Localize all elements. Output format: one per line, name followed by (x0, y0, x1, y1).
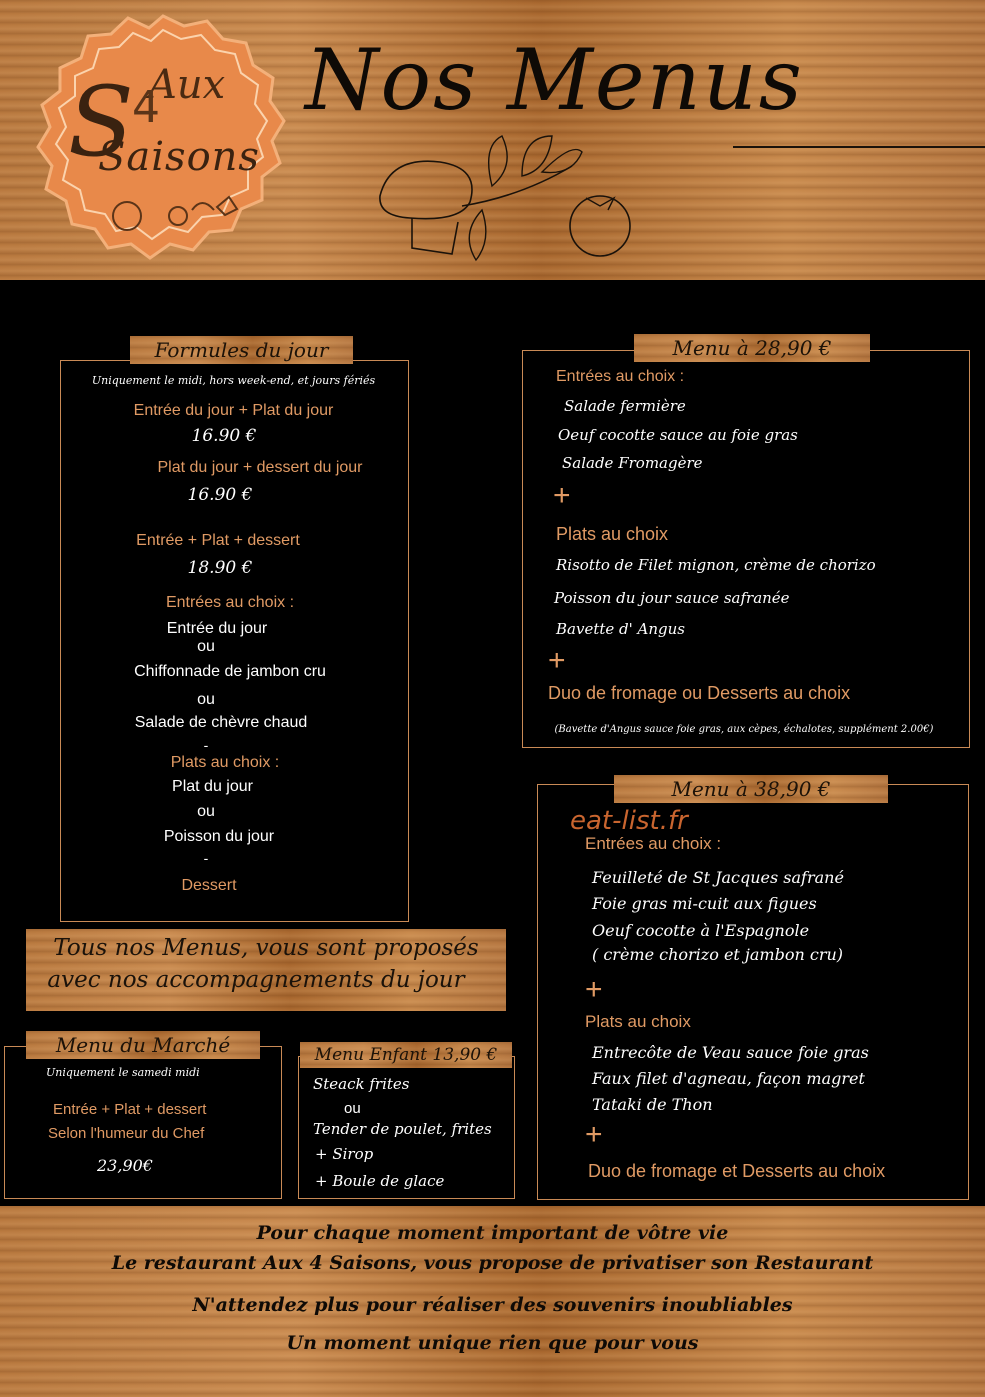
footer-wood-banner (0, 1206, 985, 1397)
offer-2-name: Plat du jour + dessert du jour (157, 459, 363, 476)
plus-icon: + (585, 1118, 603, 1151)
offer-2-price: 16.90 € (187, 485, 253, 505)
page-title: Nos Menus (305, 31, 804, 129)
logo-number: 4 (132, 82, 160, 133)
menu-3890-plat-1: Entrecôte de Veau sauce foie gras (592, 1043, 869, 1062)
menu-2890-plat-1: Risotto de Filet mignon, crème de chorizo (556, 556, 876, 574)
menu-2890-plats-title: Plats au choix (556, 524, 669, 544)
menu-3890-label: Menu à 38,90 € (614, 775, 888, 803)
enfant-item-4: + Boule de glace (315, 1172, 445, 1190)
logo-saisons-text: Saisons (98, 134, 260, 180)
enfant-item-or: ou (344, 1100, 361, 1117)
menu-3890-entree-1: Feuilleté de St Jacques safrané (592, 868, 844, 887)
logo-initial-s: S (68, 66, 134, 178)
formules-plat-1: Plat du jour (172, 778, 253, 795)
formules-plat-dash: - (203, 850, 209, 866)
accompagnements-banner (26, 929, 506, 1011)
offer-3-name: Entrée + Plat + dessert (136, 532, 300, 549)
footer-line-2: Le restaurant Aux 4 Saisons, vous propose de privatiser son Restaurant (111, 1252, 874, 1274)
marche-price: 23,90€ (97, 1156, 153, 1175)
enfant-item-2: Tender de poulet, frites (313, 1120, 492, 1138)
menu-3890-plat-2: Faux filet d'agneau, façon magret (592, 1069, 865, 1088)
logo-aux-text: Aux (148, 62, 226, 108)
title-underline (733, 146, 985, 148)
formules-plat-or: ou (197, 803, 215, 820)
menu-2890-plat-3: Bavette d' Angus (556, 620, 685, 638)
menu-2890-entree-3: Salade Fromagère (562, 454, 703, 472)
menu-2890-entree-1: Salade fermière (564, 397, 686, 415)
menu-2890-note: (Bavette d'Angus sauce foie gras, aux cèpes, échalotes, supplément 2.00€) (554, 724, 934, 735)
marche-note: Uniquement le samedi midi (46, 1066, 200, 1079)
menu-3890-plat-3: Tataki de Thon (592, 1095, 713, 1114)
formules-entree-or-2: ou (197, 691, 215, 708)
formules-label: Formules du jour (130, 336, 353, 364)
footer-line-1: Pour chaque moment important de vôtre vie (256, 1222, 729, 1244)
formules-dessert: Dessert (181, 877, 237, 894)
marche-label: Menu du Marché (26, 1031, 260, 1059)
offer-1-name: Entrée du jour + Plat du jour (133, 402, 334, 419)
accompagnements-line-2: avec nos accompagnements du jour (47, 967, 465, 993)
menu-3890-entree-2: Foie gras mi-cuit aux figues (592, 894, 817, 913)
header-wood-banner (0, 0, 985, 280)
menu-2890-label: Menu à 28,90 € (634, 334, 870, 362)
menu-3890-plats-title: Plats au choix (585, 1012, 691, 1031)
plus-icon: + (553, 479, 571, 512)
enfant-label: Menu Enfant 13,90 € (300, 1042, 512, 1068)
menu-3890-entree-3-detail: ( crème chorizo et jambon cru) (592, 945, 844, 964)
menu-2890-entrees-title: Entrées au choix : (556, 368, 685, 385)
vegetables-illustration-icon (372, 126, 652, 266)
watermark: eat-list.fr (570, 806, 688, 836)
accompagnements-line-1: Tous nos Menus, vous sont proposés (53, 935, 479, 961)
enfant-item-3: + Sirop (315, 1145, 374, 1163)
offer-1-price: 16.90 € (191, 426, 257, 446)
plus-icon: + (548, 644, 566, 677)
footer-line-3: N'attendez plus pour réaliser des souvenirs inoubliables (192, 1294, 793, 1316)
footer-line-4: Un moment unique rien que pour vous (286, 1332, 699, 1354)
marche-line-1: Entrée + Plat + dessert (53, 1101, 207, 1118)
menu-2890-entree-2: Oeuf cocotte sauce au foie gras (558, 426, 798, 444)
menu-2890-plat-2: Poisson du jour sauce safranée (554, 589, 790, 607)
menu-3890-entrees-title: Entrées au choix : (585, 834, 722, 853)
menu-2890-final: Duo de fromage ou Desserts au choix (548, 683, 851, 703)
formules-plats-title: Plats au choix : (170, 754, 280, 771)
menu-3890-entree-3: Oeuf cocotte à l'Espagnole (592, 921, 810, 940)
offer-3-price: 18.90 € (187, 558, 253, 578)
formules-note: Uniquement le midi, hors week-end, et jours fériés (91, 374, 376, 387)
formules-entree-2: Chiffonnade de jambon cru (134, 663, 326, 680)
plus-icon: + (585, 973, 603, 1006)
enfant-item-1: Steack frites (313, 1075, 410, 1093)
menu-3890-final: Duo de fromage et Desserts au choix (588, 1161, 886, 1181)
formules-entree-3: Salade de chèvre chaud (134, 714, 308, 731)
formules-entree-dash: - (203, 737, 209, 753)
formules-entree-or-1: ou (197, 638, 215, 655)
formules-entrees-title: Entrées au choix : (165, 594, 295, 611)
formules-plat-2: Poisson du jour (163, 828, 275, 845)
formules-entree-1: Entrée du jour (166, 620, 268, 637)
marche-line-2: Selon l'humeur du Chef (48, 1125, 205, 1142)
